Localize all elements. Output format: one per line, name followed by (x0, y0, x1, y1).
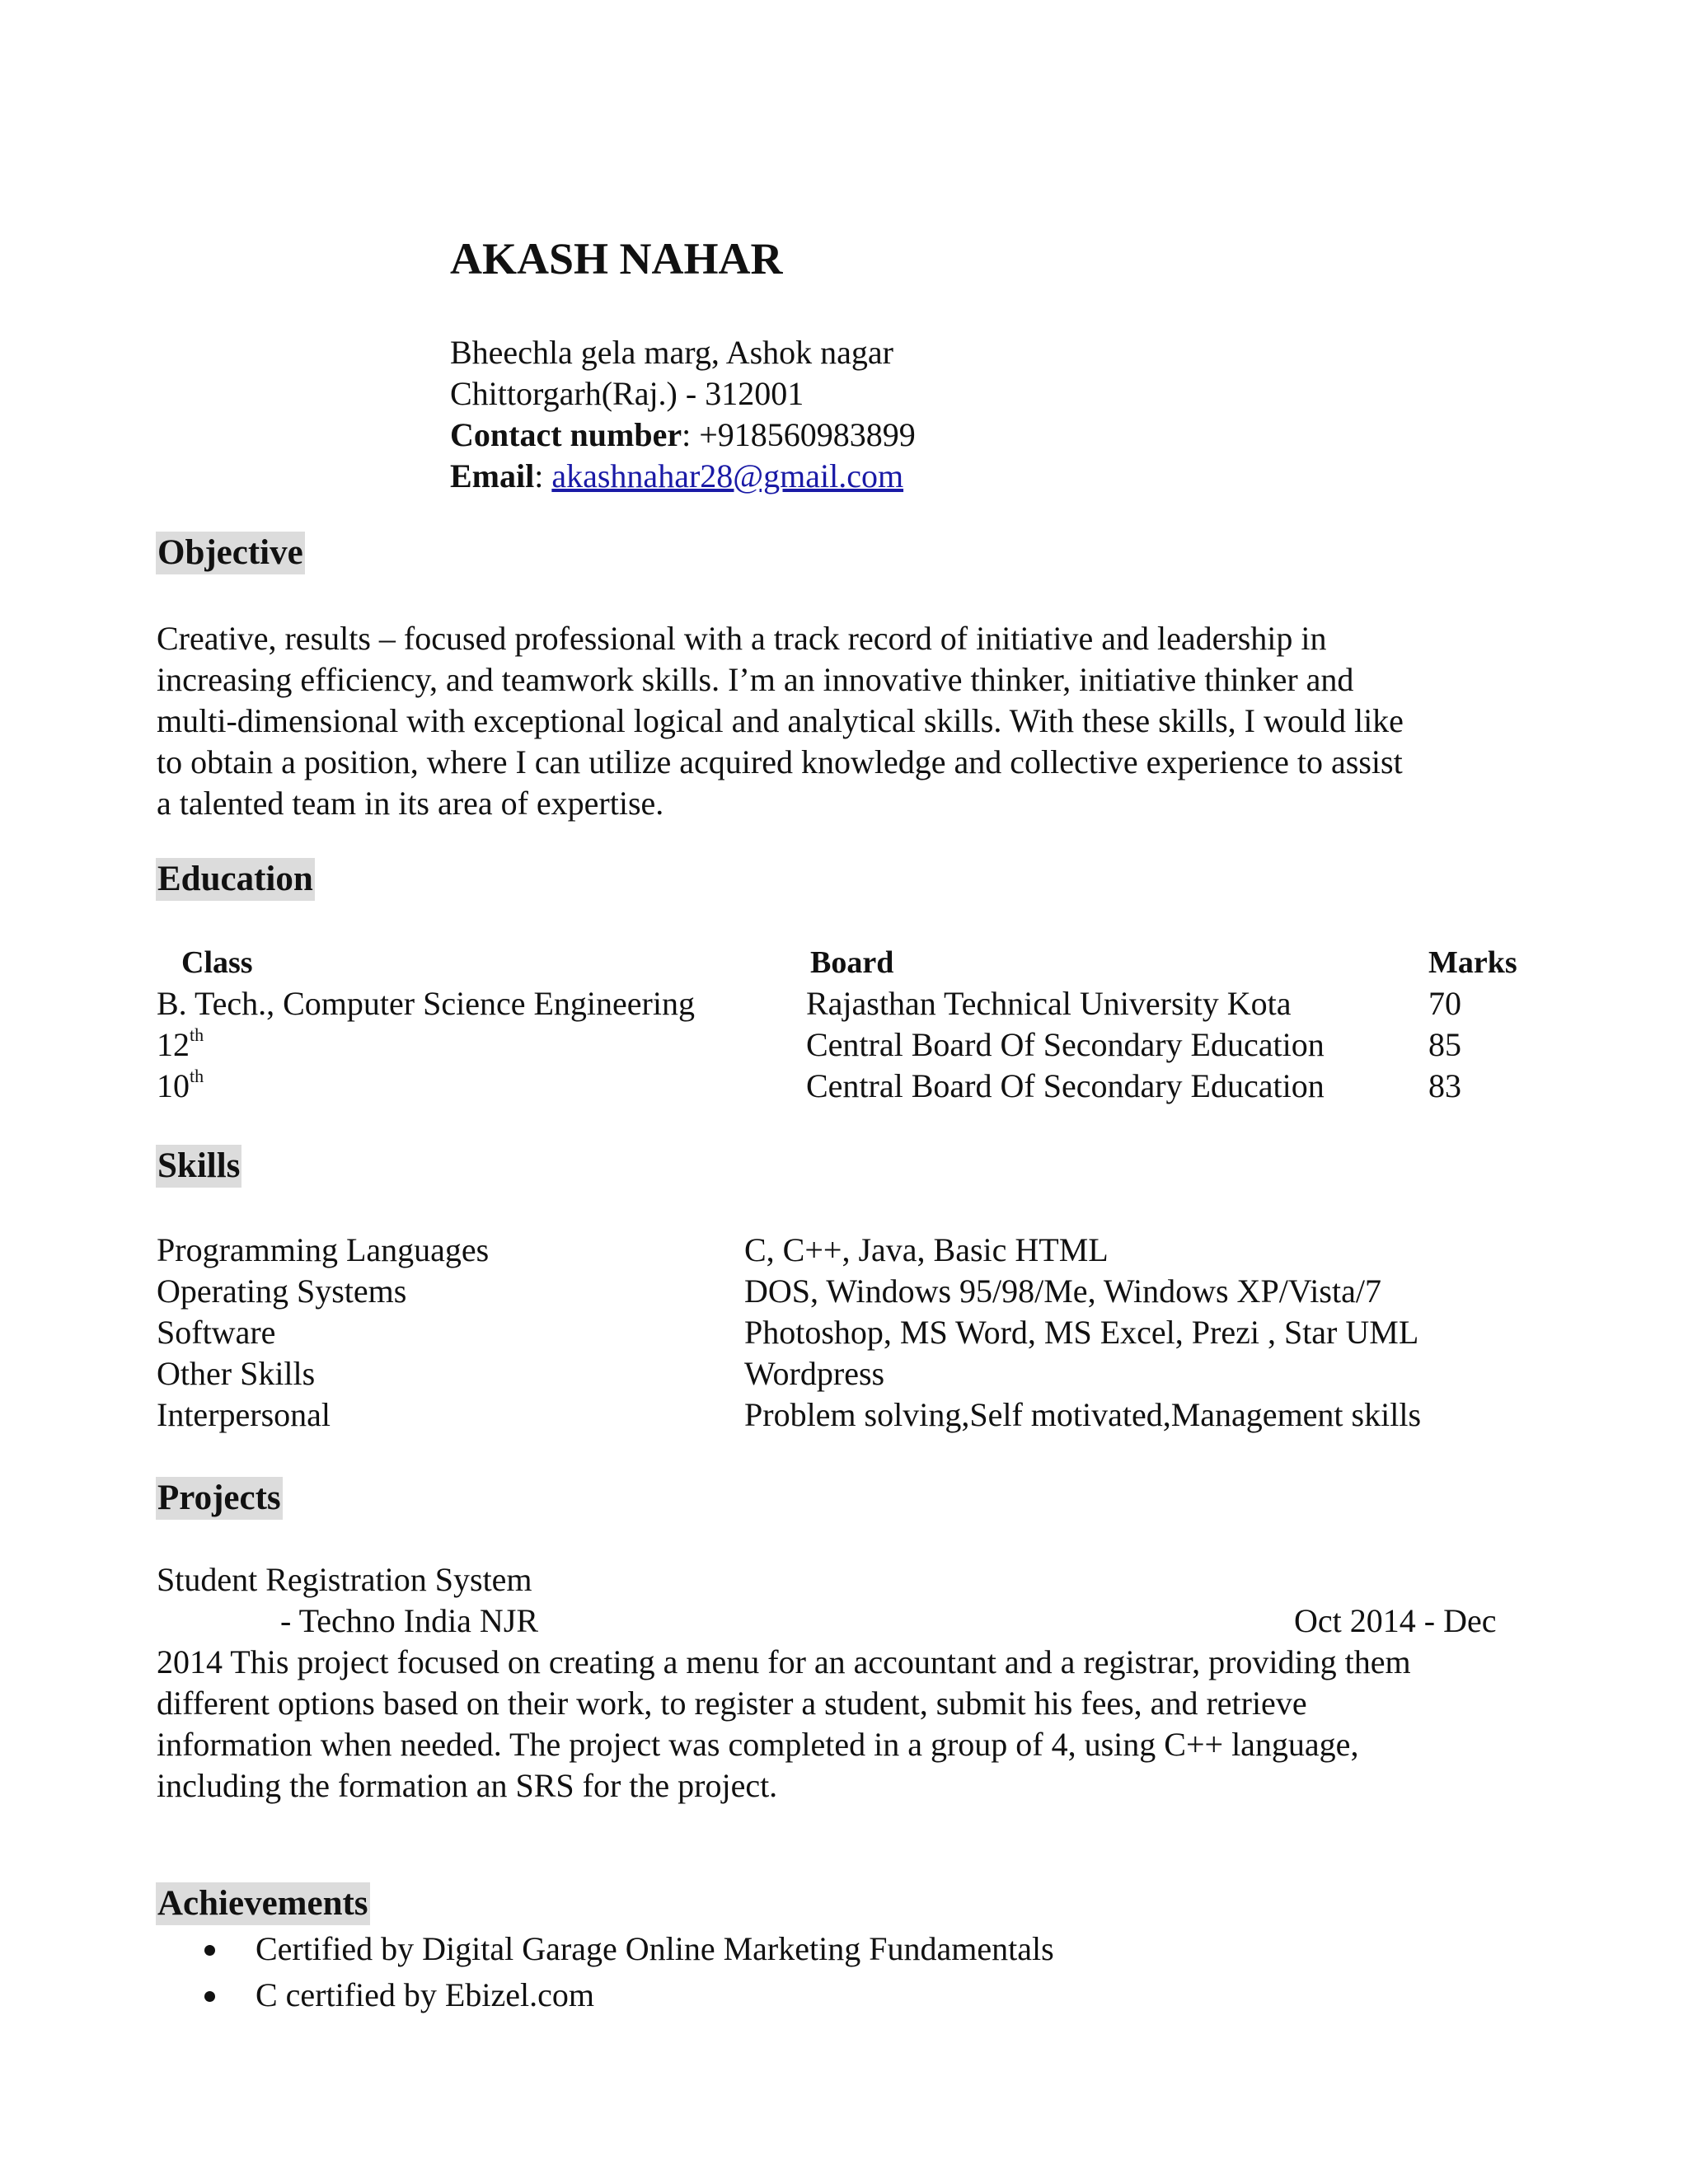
project-description-line: information when needed. The project was completed in a group of 4, using C++ language, (157, 1726, 1359, 1763)
email-label: Email (450, 457, 535, 494)
skills-heading: Skills (156, 1145, 241, 1188)
address-line-2: Chittorgarh(Raj.) - 312001 (450, 375, 804, 412)
address-line-1: Bheechla gela marg, Ashok nagar (450, 334, 893, 371)
project-description-line: different options based on their work, to register a student, submit his fees, and retrieve (157, 1685, 1307, 1722)
contact-block (450, 332, 916, 497)
achievements-list (157, 1929, 1054, 2021)
education-class-text: 12 (157, 1026, 190, 1063)
skill-row (157, 1394, 1558, 1436)
objective-text (157, 618, 1525, 824)
education-marks: 83 (1428, 1067, 1461, 1104)
project-description-line: including the formation an SRS for the project. (157, 1767, 778, 1804)
skill-value: C, C++, Java, Basic HTML (744, 1231, 1109, 1268)
education-class-text: 10 (157, 1067, 190, 1104)
achievement-text: C certified by Ebizel.com (256, 1976, 594, 2013)
skill-row (157, 1353, 1558, 1394)
education-marks: 70 (1428, 985, 1461, 1022)
education-board: Central Board Of Secondary Education (806, 1067, 1325, 1104)
skill-row (157, 1312, 1558, 1353)
education-class-text: B. Tech., Computer Science Engineering (157, 985, 695, 1022)
education-header-marks: Marks (1428, 945, 1517, 980)
bullet-icon (204, 1945, 215, 1956)
objective-line: Creative, results – focused professional with a track record of initiative and leadership in (157, 620, 1327, 657)
achievement-item (157, 1975, 1054, 2021)
skill-value: Photoshop, MS Word, MS Excel, Prezi , Star UML (744, 1314, 1419, 1351)
ordinal-suffix: th (190, 1066, 204, 1086)
bullet-icon (204, 1991, 215, 2002)
education-class (157, 983, 695, 1024)
skill-value: DOS, Windows 95/98/Me, Windows XP/Vista/7 (744, 1272, 1381, 1310)
skill-label: Other Skills (157, 1355, 316, 1392)
education-board: Central Board Of Secondary Education (806, 1026, 1325, 1063)
candidate-name: AKASH NAHAR (450, 234, 783, 284)
achievements-heading: Achievements (156, 1882, 370, 1925)
achievement-item (157, 1929, 1054, 1975)
skill-label: Operating Systems (157, 1272, 407, 1310)
contact-label: Contact number (450, 416, 682, 453)
skill-row (157, 1230, 1558, 1271)
objective-line: increasing efficiency, and teamwork skills. I’m an innovative thinker, initiative thinker and (157, 661, 1354, 698)
achievement-text: Certified by Digital Garage Online Marketing Fundamentals (256, 1930, 1054, 1967)
objective-heading: Objective (156, 532, 305, 574)
skill-label: Interpersonal (157, 1396, 331, 1433)
project-dates: Oct 2014 - Dec (1294, 1602, 1497, 1639)
education-header-board: Board (810, 945, 894, 980)
projects-heading: Projects (156, 1477, 283, 1520)
education-heading: Education (156, 858, 315, 901)
education-row (157, 1066, 1558, 1107)
project-description-line: 2014 This project focused on creating a menu for an accountant and a registrar, providing them (157, 1643, 1411, 1680)
objective-line: to obtain a position, where I can utilize acquired knowledge and collective experience to assist (157, 743, 1403, 780)
education-class (157, 1066, 204, 1107)
objective-line: a talented team in its area of expertise. (157, 785, 664, 822)
skill-value: Problem solving,Self motivated,Management skills (744, 1396, 1422, 1433)
education-header-class: Class (181, 945, 253, 980)
education-row (157, 1024, 1558, 1066)
education-board: Rajasthan Technical University Kota (806, 985, 1292, 1022)
skill-value: Wordpress (744, 1355, 885, 1392)
skill-row (157, 1271, 1558, 1312)
objective-line: multi-dimensional with exceptional logical and analytical skills. With these skills, I would like (157, 702, 1404, 739)
education-class (157, 1024, 204, 1066)
project-organization: - Techno India NJR (280, 1602, 539, 1639)
email-line (450, 456, 916, 497)
contact-value: : +918560983899 (682, 416, 916, 453)
project-description (157, 1642, 1525, 1807)
skill-label: Software (157, 1314, 276, 1351)
project-name: Student Registration System (157, 1561, 532, 1598)
ordinal-suffix: th (190, 1024, 204, 1045)
skill-label: Programming Languages (157, 1231, 490, 1268)
email-separator: : (534, 457, 552, 494)
education-row (157, 983, 1558, 1024)
contact-number-line (450, 415, 916, 456)
email-link[interactable]: akashnahar28@gmail.com (551, 457, 904, 494)
education-marks: 85 (1428, 1026, 1461, 1063)
